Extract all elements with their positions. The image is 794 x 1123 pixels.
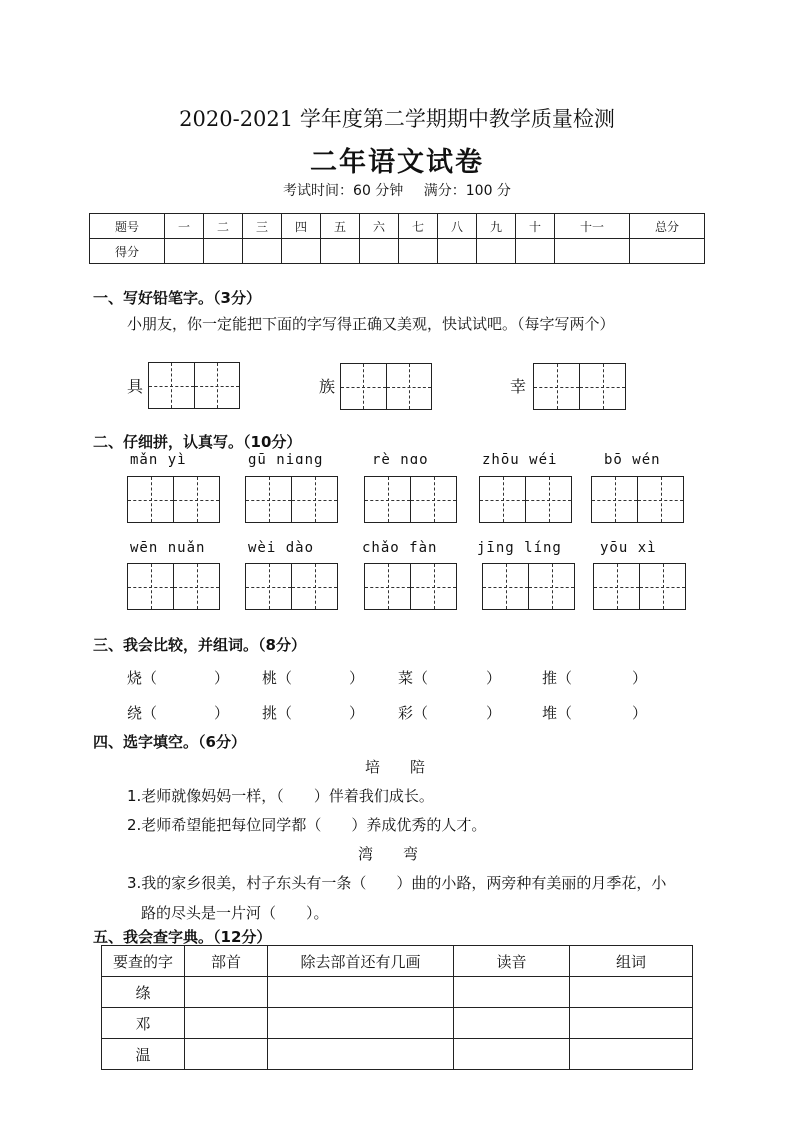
section5-heading: 五、我会查字典。（12分） xyxy=(93,928,272,946)
compare-item: 堆（ xyxy=(542,704,573,722)
column-header: 读音 xyxy=(454,946,570,977)
answer-cell[interactable] xyxy=(268,1008,454,1039)
answer-cell[interactable] xyxy=(185,1008,268,1039)
paren-close: ） xyxy=(349,669,365,687)
score-cell[interactable] xyxy=(242,239,281,264)
answer-cell[interactable] xyxy=(570,1039,693,1070)
score-header-cell: 八 xyxy=(437,214,476,239)
pinyin-label: jīng líng xyxy=(477,540,562,556)
practice-char: 具 xyxy=(127,377,144,396)
pinyin-label: wèi dào xyxy=(248,540,315,556)
section1-instruction: 小朋友，你一定能把下面的字写得正确又美观，快试试吧。（每字写两个） xyxy=(127,315,615,333)
pinyin-label: mǎn yì xyxy=(130,452,187,468)
answer-cell[interactable] xyxy=(268,1039,454,1070)
score-header-cell: 十 xyxy=(515,214,554,239)
writing-grid[interactable] xyxy=(245,476,338,523)
pinyin-label: bō wén xyxy=(604,452,661,468)
paren-close: ） xyxy=(349,704,365,722)
paren-close: ） xyxy=(632,704,648,722)
answer-cell[interactable] xyxy=(185,1039,268,1070)
lookup-char: 邓 xyxy=(102,1008,185,1039)
answer-cell[interactable] xyxy=(454,1039,570,1070)
paren-close: ） xyxy=(486,704,502,722)
question-2: 2.老师希望能把每位同学都（ ）养成优秀的人才。 xyxy=(127,816,487,834)
exam-time: 考试时间：60 分钟 xyxy=(283,183,404,199)
column-header: 要查的字 xyxy=(102,946,185,977)
answer-cell[interactable] xyxy=(570,1008,693,1039)
score-header-cell: 四 xyxy=(281,214,320,239)
score-value-row xyxy=(90,239,705,264)
score-cell[interactable] xyxy=(164,239,203,264)
writing-grid[interactable] xyxy=(364,563,457,610)
answer-cell[interactable] xyxy=(454,977,570,1008)
table-row xyxy=(102,1039,693,1070)
pinyin-label: rè nɑo xyxy=(372,452,429,468)
score-cell[interactable] xyxy=(320,239,359,264)
score-header-cell: 总分 xyxy=(629,214,704,239)
pinyin-label: chǎo fàn xyxy=(362,540,438,556)
score-cell[interactable] xyxy=(281,239,320,264)
exam-meta xyxy=(0,180,794,200)
question-3-cont: 路的尽头是一片河（ ）。 xyxy=(141,904,329,922)
compare-item: 桃（ xyxy=(262,669,293,687)
writing-grid[interactable] xyxy=(340,363,432,410)
writing-grid[interactable] xyxy=(127,476,220,523)
score-cell[interactable] xyxy=(629,239,704,264)
score-table xyxy=(89,213,705,264)
paren-close: ） xyxy=(214,704,230,722)
char-pair: 培 陪 xyxy=(365,758,426,776)
question-3: 3.我的家乡很美，村子东头有一条（ ）曲的小路，两旁种有美丽的月季花，小 xyxy=(127,874,667,892)
score-cell[interactable] xyxy=(554,239,629,264)
writing-grid[interactable] xyxy=(533,363,626,410)
writing-grid[interactable] xyxy=(591,476,684,523)
writing-grid[interactable] xyxy=(482,563,575,610)
score-header-cell: 二 xyxy=(203,214,242,239)
pinyin-label: yōu xì xyxy=(600,540,657,556)
compare-item: 彩（ xyxy=(398,704,429,722)
score-cell[interactable] xyxy=(359,239,398,264)
pinyin-label: zhōu wéi xyxy=(482,452,558,468)
paren-close: ） xyxy=(486,669,502,687)
score-header-cell: 十一 xyxy=(554,214,629,239)
score-header-cell: 五 xyxy=(320,214,359,239)
score-header-cell: 题号 xyxy=(90,214,165,239)
score-row-label: 得分 xyxy=(90,239,165,264)
dictionary-table xyxy=(101,945,693,1070)
table-row xyxy=(102,977,693,1008)
score-header-cell: 六 xyxy=(359,214,398,239)
answer-cell[interactable] xyxy=(185,977,268,1008)
score-cell[interactable] xyxy=(437,239,476,264)
question-1: 1.老师就像妈妈一样，（ ）伴着我们成长。 xyxy=(127,787,434,805)
pinyin-label: gū niɑng xyxy=(248,452,324,468)
writing-grid[interactable] xyxy=(593,563,686,610)
section4-heading: 四、选字填空。（6分） xyxy=(93,733,246,751)
char-pair: 湾 弯 xyxy=(358,845,419,863)
table-row xyxy=(102,1008,693,1039)
writing-grid[interactable] xyxy=(364,476,457,523)
score-cell[interactable] xyxy=(398,239,437,264)
column-header: 除去部首还有几画 xyxy=(268,946,454,977)
column-header: 部首 xyxy=(185,946,268,977)
lookup-char: 温 xyxy=(102,1039,185,1070)
answer-cell[interactable] xyxy=(268,977,454,1008)
score-header-cell: 九 xyxy=(476,214,515,239)
compare-item: 推（ xyxy=(542,669,573,687)
score-cell[interactable] xyxy=(515,239,554,264)
section3-heading: 三、我会比较，并组词。（8分） xyxy=(93,636,306,654)
full-score: 满分：100 分 xyxy=(423,183,511,199)
answer-cell[interactable] xyxy=(570,977,693,1008)
writing-grid[interactable] xyxy=(148,362,240,409)
exam-title: 2020-2021 学年度第二学期期中教学质量检测 xyxy=(179,107,615,131)
section2-heading: 二、仔细拼，认真写。（10分） xyxy=(93,433,302,451)
compare-item: 菜（ xyxy=(398,669,429,687)
exam-subtitle: 二年语文试卷 xyxy=(310,147,484,178)
compare-item: 烧（ xyxy=(127,669,158,687)
compare-item: 绕（ xyxy=(127,704,158,722)
writing-grid[interactable] xyxy=(127,563,220,610)
section1-heading: 一、写好铅笔字。（3分） xyxy=(93,289,261,307)
score-cell[interactable] xyxy=(203,239,242,264)
lookup-char: 绦 xyxy=(102,977,185,1008)
pinyin-label: wēn nuǎn xyxy=(130,540,206,556)
score-header-cell: 七 xyxy=(398,214,437,239)
practice-char: 幸 xyxy=(510,377,527,396)
practice-char: 族 xyxy=(319,377,336,396)
compare-item: 挑（ xyxy=(262,704,293,722)
answer-cell[interactable] xyxy=(454,1008,570,1039)
score-cell[interactable] xyxy=(476,239,515,264)
table-header-row xyxy=(102,946,693,977)
paren-close: ） xyxy=(632,669,648,687)
column-header: 组词 xyxy=(570,946,693,977)
score-header-cell: 一 xyxy=(164,214,203,239)
writing-grid[interactable] xyxy=(245,563,338,610)
score-header-cell: 三 xyxy=(242,214,281,239)
score-header-row xyxy=(90,214,705,239)
paren-close: ） xyxy=(214,669,230,687)
writing-grid[interactable] xyxy=(479,476,572,523)
